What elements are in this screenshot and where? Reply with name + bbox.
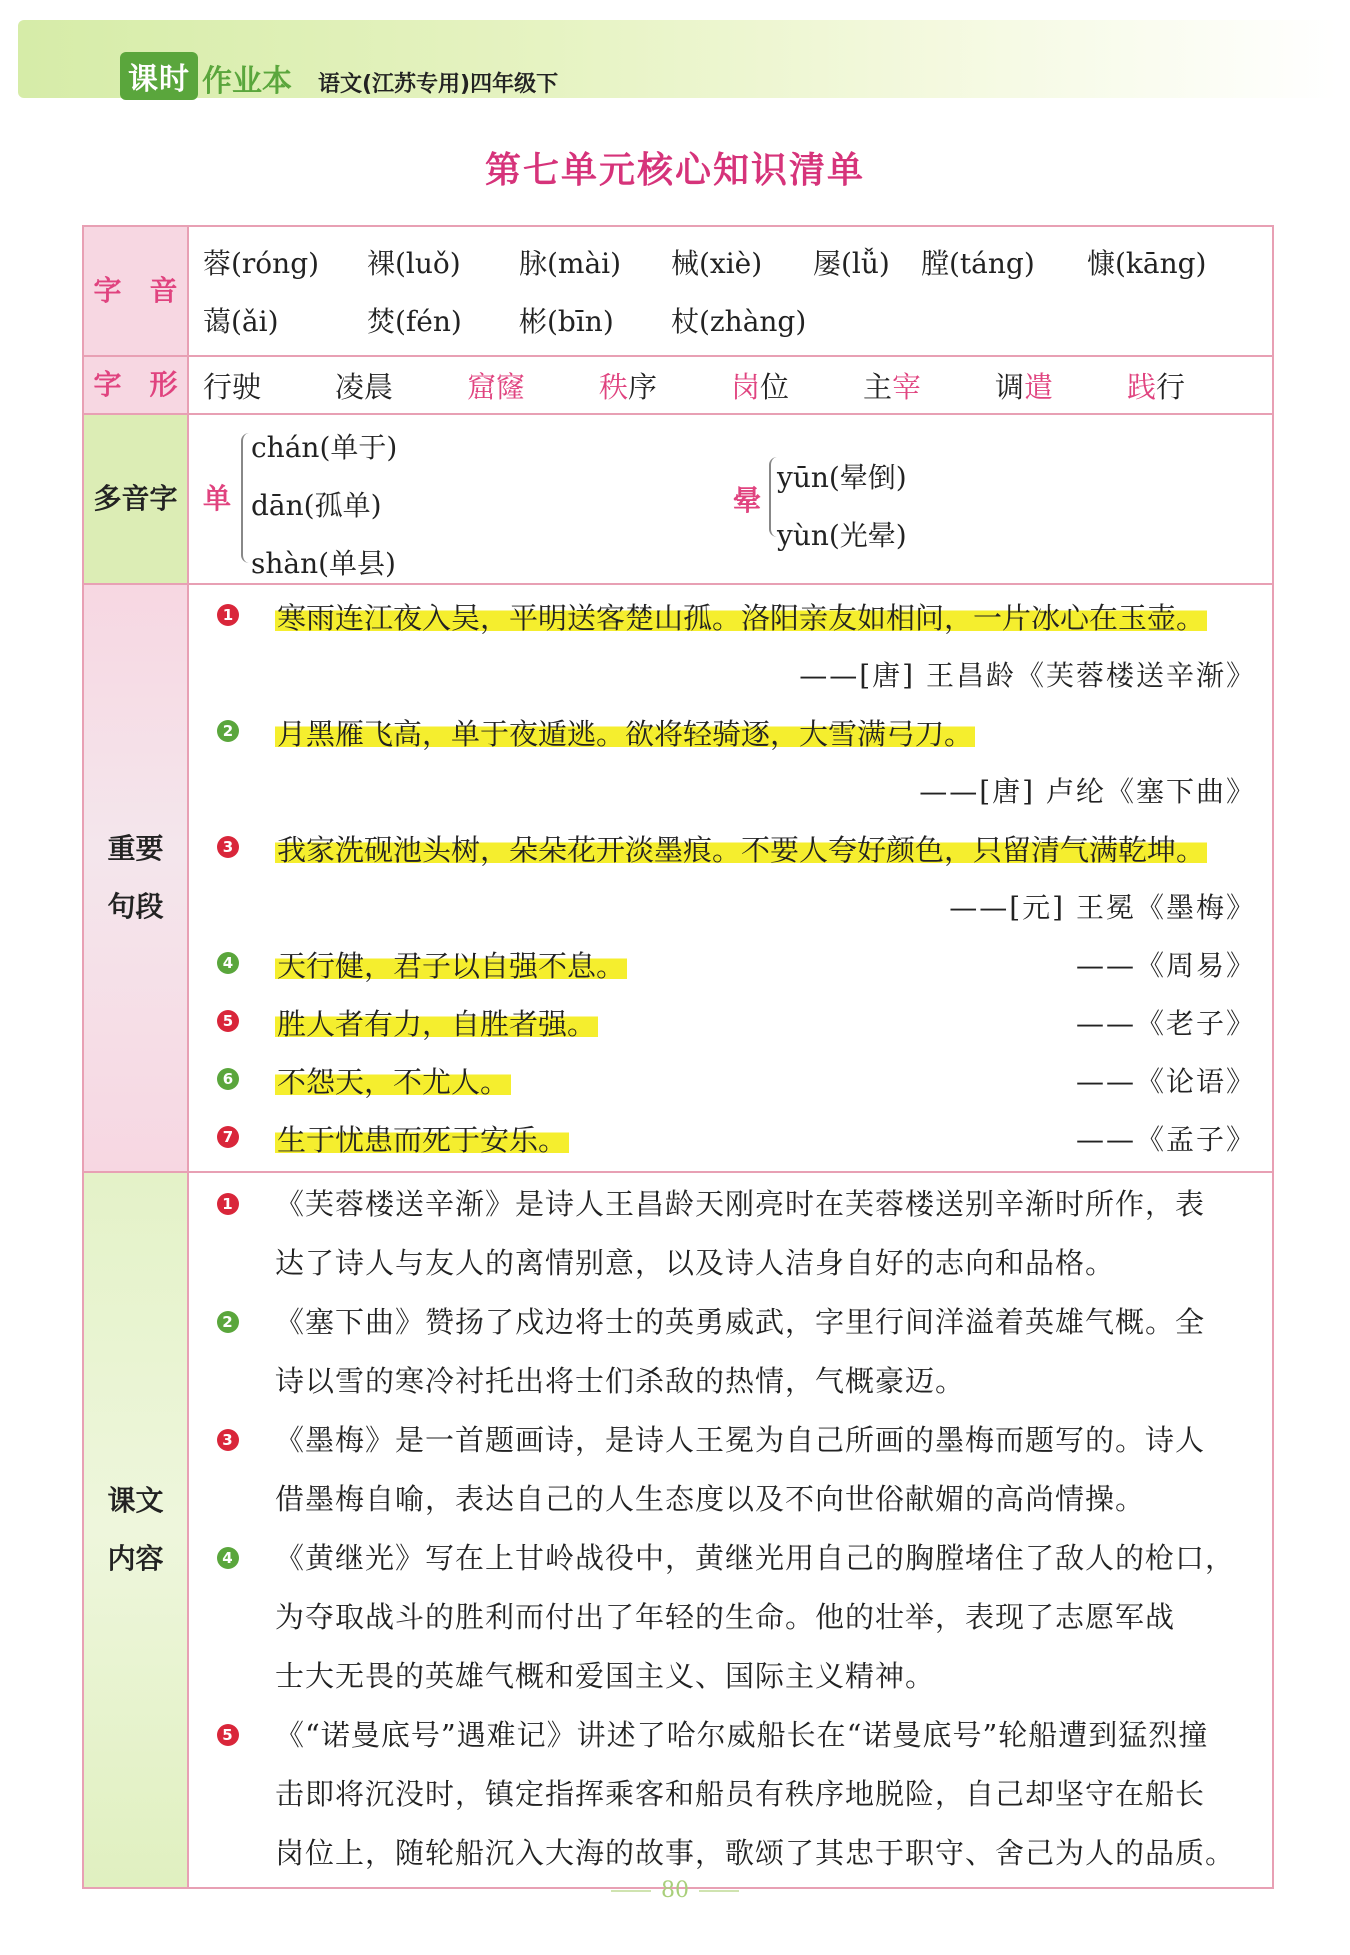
brand-header — [120, 52, 558, 100]
quote-source: ——《周易》 — [1075, 949, 1256, 982]
zi-xing-line — [203, 357, 1258, 413]
word-text: 行驶 — [203, 369, 262, 404]
word-key-char: 秩 — [599, 369, 629, 404]
zi-xing-content — [189, 357, 1272, 413]
number-badge: 2 — [217, 720, 239, 742]
brand-name: 作业本 — [202, 64, 292, 99]
number-badge: 7 — [217, 1126, 239, 1148]
word-item — [731, 365, 863, 406]
row-ju-duan — [84, 585, 1272, 1173]
pin-item: 慷(kāng) — [1087, 247, 1207, 280]
zi-yin-content — [189, 227, 1272, 355]
quote-source: ——[唐] 卢纶《塞下曲》 — [919, 775, 1256, 808]
number-badge: 1 — [217, 604, 239, 626]
number-badge: 3 — [217, 836, 239, 858]
zi-yin-line-2 — [203, 291, 1258, 349]
paragraph-line: 击即将沉没时，镇定指挥乘客和船员有秩序地脱险，自己却坚守在船长 — [275, 1777, 1206, 1811]
label-line: 句段 — [107, 890, 164, 923]
quote-source: ——《老子》 — [1075, 1007, 1256, 1040]
word-text: 主 — [863, 369, 893, 404]
quote-text: 生于忧患而死于安乐。 — [275, 1118, 569, 1159]
paragraph-line: 《塞下曲》赞扬了戍边将士的英勇威武，字里行间洋溢着英雄气概。全 — [275, 1305, 1206, 1339]
duo-yin-content — [189, 415, 1272, 583]
word-text: 调 — [995, 369, 1025, 404]
label-zi-yin: 字 音 — [84, 227, 189, 355]
quote-text: 寒雨连江夜入吴，平明送客楚山孤。洛阳亲友如相问，一片冰心在玉壶。 — [275, 596, 1207, 637]
pin-item: 膛(táng) — [921, 247, 1035, 280]
page-number-text: 80 — [661, 1878, 689, 1903]
paragraph-line: 达了诗人与友人的离情别意，以及诗人洁身自好的志向和品格。 — [275, 1246, 1116, 1280]
word-item — [863, 365, 995, 406]
word-text: 位 — [760, 369, 790, 404]
quote-text: 我家洗砚池头树，朵朵花开淡墨痕。不要人夸好颜色，只留清气满乾坤。 — [275, 828, 1207, 869]
word-key-char: 岗 — [731, 369, 761, 404]
word-key-char: 践 — [1127, 369, 1157, 404]
row-zi-yin — [84, 227, 1272, 357]
word-key-char: 宰 — [892, 369, 922, 404]
quote-text: 月黑雁飞高，单于夜遁逃。欲将轻骑逐，大雪满弓刀。 — [275, 712, 975, 753]
number-badge: 6 — [217, 1068, 239, 1090]
label-line: 课文 — [107, 1484, 164, 1517]
pin-item: 脉(mài) — [519, 247, 622, 280]
reading: yùn(光晕) — [777, 519, 907, 552]
label-ju-duan — [84, 585, 189, 1171]
label-line: 内容 — [107, 1542, 164, 1575]
pin-item: 械(xiè) — [671, 247, 763, 280]
brand-logo: 课时 — [120, 52, 198, 100]
row-ke-wen — [84, 1173, 1272, 1887]
word-key-char: 遣 — [1024, 369, 1054, 404]
word-item — [1127, 365, 1185, 406]
row-duo-yin — [84, 415, 1272, 585]
subject-label: 语文(江苏专用)四年级下 — [318, 72, 559, 97]
pin-item: 彬(bīn) — [519, 305, 614, 338]
paragraph-line: 《黄继光》写在上甘岭战役中，黄继光用自己的胸膛堵住了敌人的枪口， — [275, 1541, 1236, 1575]
rule-left — [611, 1890, 651, 1892]
reading: dān(孤单) — [251, 489, 382, 522]
polyphone-char-yun: 晕 — [733, 484, 762, 517]
pin-item: 屡(lǚ) — [813, 247, 890, 280]
word-text: 行 — [1156, 369, 1186, 404]
label-duo-yin: 多音字 — [84, 415, 189, 583]
number-badge: 4 — [217, 1547, 239, 1569]
zi-yin-line-1 — [203, 233, 1258, 291]
quote-item — [203, 1051, 1258, 1109]
row-zi-xing — [84, 357, 1272, 415]
summary-paragraph — [203, 1175, 1258, 1293]
label-ke-wen — [84, 1173, 189, 1887]
polyphone-char-dan: 单 — [203, 482, 232, 515]
readings-dan — [251, 419, 397, 593]
page-number — [0, 1878, 1350, 1903]
summary-paragraph — [203, 1706, 1258, 1883]
paragraph-line: 借墨梅自喻，表达自己的人生态度以及不向世俗献媚的高尚情操。 — [275, 1482, 1146, 1516]
quote-item — [203, 1109, 1258, 1167]
reading: shàn(单县) — [251, 547, 396, 580]
pin-item: 焚(fén) — [367, 305, 462, 338]
paragraph-line: 《芙蓉楼送辛渐》是诗人王昌龄天刚亮时在芙蓉楼送别辛渐时所作，表 — [275, 1187, 1206, 1221]
pin-item: 蓉(róng) — [203, 247, 320, 280]
number-badge: 1 — [217, 1193, 239, 1215]
quote-item — [203, 703, 1258, 761]
quote-source: ——《论语》 — [1075, 1065, 1256, 1098]
quote-item — [203, 935, 1258, 993]
ke-wen-content — [189, 1173, 1272, 1887]
pin-item: 蔼(ǎi) — [203, 305, 279, 338]
quote-text: 不怨天，不尤人。 — [275, 1060, 511, 1101]
quote-item — [203, 587, 1258, 645]
pin-item: 杖(zhàng) — [671, 305, 807, 338]
brace — [241, 433, 251, 563]
word-item — [467, 365, 599, 406]
word-text: 凌晨 — [335, 369, 394, 404]
paragraph-line: 岗位上，随轮船沉入大海的故事，歌颂了其忠于职守、舍己为人的品质。 — [275, 1836, 1236, 1870]
paragraph-line: 为夺取战斗的胜利而付出了年轻的生命。他的壮举，表现了志愿军战 — [275, 1600, 1176, 1634]
page-title: 第七单元核心知识清单 — [484, 150, 865, 191]
number-badge: 5 — [217, 1724, 239, 1746]
word-item — [599, 365, 731, 406]
word-item — [995, 365, 1127, 406]
reading: chán(单于) — [251, 431, 398, 464]
word-text: 序 — [628, 369, 658, 404]
number-badge: 4 — [217, 952, 239, 974]
paragraph-line: 士大无畏的英雄气概和爱国主义、国际主义精神。 — [275, 1659, 936, 1693]
summary-paragraph — [203, 1411, 1258, 1529]
summary-paragraph — [203, 1529, 1258, 1706]
duo-yin-block — [203, 415, 1258, 583]
paragraph-line: 诗以雪的寒冷衬托出将士们杀敌的热情，气概豪迈。 — [275, 1364, 966, 1398]
quote-source: ——[唐] 王昌龄《芙蓉楼送辛渐》 — [799, 659, 1256, 692]
paragraph-line: 《“诺曼底号”遇难记》讲述了哈尔威船长在“诺曼底号”轮船遭到猛烈撞 — [275, 1718, 1209, 1752]
label-zi-xing: 字 形 — [84, 357, 189, 413]
readings-yun — [777, 449, 907, 565]
knowledge-table — [82, 225, 1274, 1889]
quote-item — [203, 993, 1258, 1051]
word-item — [335, 365, 467, 406]
number-badge: 2 — [217, 1311, 239, 1333]
quote-item — [203, 819, 1258, 877]
label-line: 重要 — [107, 832, 164, 865]
ju-duan-content — [189, 585, 1272, 1171]
word-item — [203, 365, 335, 406]
word-key-chars: 窟窿 — [467, 369, 526, 404]
quote-text: 天行健，君子以自强不息。 — [275, 944, 627, 985]
paragraph-line: 《墨梅》是一首题画诗，是诗人王冕为自己所画的墨梅而题写的。诗人 — [275, 1423, 1206, 1457]
rule-right — [699, 1890, 739, 1892]
pin-item: 裸(luǒ) — [367, 247, 461, 280]
number-badge: 3 — [217, 1429, 239, 1451]
quote-text: 胜人者有力，自胜者强。 — [275, 1002, 598, 1043]
quote-source: ——《孟子》 — [1075, 1123, 1256, 1156]
reading: yūn(晕倒) — [777, 461, 907, 494]
summary-paragraph — [203, 1293, 1258, 1411]
quote-source: ——[元] 王冕《墨梅》 — [949, 891, 1256, 924]
number-badge: 5 — [217, 1010, 239, 1032]
